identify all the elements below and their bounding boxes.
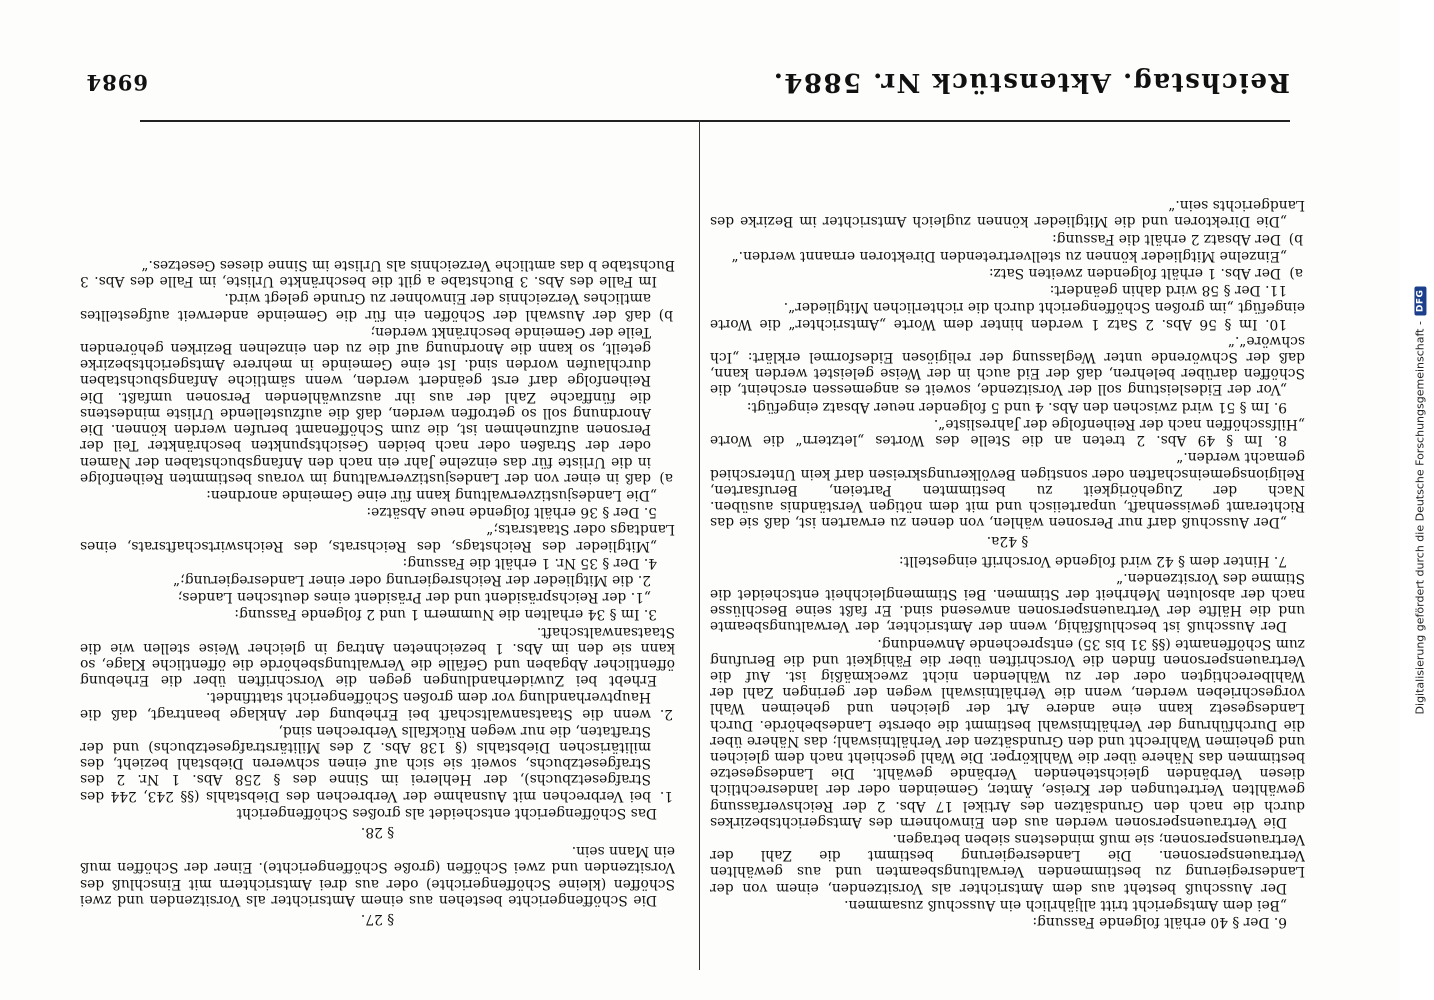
section-heading-28: § 28. <box>360 823 395 840</box>
item-6-paragraph-2: Der Ausschuß besteht aus dem Amtsrichter als Vorsitzenden, einem von der Landesregierung zu bestimmenden Verwaltungsbeamten und aus gewählten Vertrauenspersonen. Die Landesregierung bestimmt die Zahl der Vertrauenspersonen; sie muß mindestens sieben betragen. <box>710 830 1305 896</box>
section-28-paragraph: Erhebt bei Zuwiderhandlungen gegen die Vorschriften über die Erhebung öffentlicher Abgaben und Gefälle die Verwaltungsbehörde die öffentliche Klage, so kann sie den im Abs. 1 bezeichneten Antrag in gleicher Weise stellen wie die Staatsanwaltschaft. <box>80 623 675 689</box>
item-9-text: „Vor der Eidesleistung soll der Vorsitzende, soweit es angemessen erscheint, die Schöffen darüber belehren, daß der Eid auch in der Weise geleistet werden kann, daß der Schwörende unter Weglassung der religiösen Eidesformel erklärt: „Ich schwöre“.“ <box>710 332 1305 398</box>
section-heading-42a: § 42a. <box>986 533 1029 550</box>
section-28-intro: Das Schöffengericht entscheidet als großes Schöffengericht <box>236 804 657 821</box>
credit-text: Digitalisierung gefördert durch die Deutsche Forschungsgemeinschaft - <box>1413 320 1426 714</box>
page-number: 6984 <box>85 70 148 95</box>
page-header-title: Reichstag. Aktenstück Nr. 5884. <box>772 67 1290 97</box>
item-3-intro: 3. Im § 34 erhalten die Nummern 1 und 2 folgende Fassung: <box>234 606 657 623</box>
item-6-paragraph-1: „Bei dem Amtsgericht tritt alljährlich ein Ausschuß zusammen. <box>844 896 1287 913</box>
digitization-credit <box>1405 0 1434 1000</box>
item-11-a-quote: „Einzelne Mitglieder können zu stellvertretenden Direktoren ernannt werden.“ <box>731 247 1287 264</box>
item-9-intro: 9. Im § 51 wird zwischen den Abs. 4 und 5 folgender neuer Absatz eingefügt: <box>746 398 1287 415</box>
item-5-b: b) daß der Auswahl der Schöffen ein für die Gemeinde anderweit aufgestelltes amtliches Verzeichnis der Einwohner zu Grunde gelegt wird. <box>80 290 673 323</box>
item-4-intro: 4. Der § 35 Nr. 1 erhält die Fassung: <box>402 554 657 571</box>
item-3-quote-1: „1. der Reichspräsident und der Präsident eines deutschen Landes; <box>177 589 651 606</box>
item-3-quote-2: 2. die Mitglieder der Reichsregierung oder einer Landesregierung;“ <box>173 571 651 588</box>
item-11-b-quote: „Die Direktoren und die Mitglieder können zugleich Amtsrichter im Bezirke des Landgerichts sein.“ <box>710 197 1305 230</box>
section-28-item-1: 1. bei Verbrechen mit Ausnahme der Verbrechen des Diebstahls (§§ 243, 244 des Strafgesetzbuchs), der Hehlerei im Sinne des § 258 Abs. 1 Nr. 2 des Strafgesetzbuchs, soweit sie sich auf einen schweren Diebstahl bezieht, des militärischen Diebstahls (§ 138 Abs. 2 des Militärstrafgesetzbuchs) und der Straftaten, die nur wegen Rückfalls Verbrechen sind, <box>80 722 673 804</box>
item-6-paragraph-4: Der Ausschuß ist beschlußfähig, wenn der Amtsrichter, der Verwaltungsbeamte und die Hälfte der Vertrauenspersonen anwesend sind. Er faßt seine Beschlüsse nach der absoluten Mehrheit der Stimmen. Bei Stimmengleichheit entscheidet die Stimme des Vorsitzenden.“ <box>710 569 1305 635</box>
item-6-paragraph-3: Die Vertrauenspersonen werden aus den Einwohnern des Amtsgerichtsbezirkes durch die nach den Grundsätzen des Artikel 17 Abs. 2 der Reichsverfassung gewählten Vertretungen der Kreise, Ämter, Gemeinden oder der landesrechtlich diesen Verbänden gleichstehenden Verbände gewählt. Die Landesgesetze bestimmen das Nähere über die Wahlkörper. Die Wahl geschieht nach dem gleichen und geheimen Wahlrecht und den Grundsätzen der Verhältniswahl; das Nähere über die Durchführung der Verhältniswahl bestimmt die oberste Landesbehörde. Durch Landesgesetz kann eine andere Art der gleichen und geheimen Wahl vorgeschrieben werden, wenn die Verhältniswahl wegen der geringen Zahl der Wahlberechtigten oder der zu Wählenden nicht zweckmäßig ist. Auf die Vertrauenspersonen finden die Vorschriften über die Fähigkeit und die Berufung zum Schöffenamte (§§ 31 bis 35) entsprechende Anwendung. <box>710 635 1305 830</box>
item-5-end: Im Falle des Abs. 3 Buchstabe a gilt die beschränkte Urliste, im Falle des Abs. 3 Buchstabe b das amtliche Verzeichnis als Urliste im Sinne dieses Gesetzes.“ <box>80 257 675 290</box>
section-42a-text: „Der Ausschuß darf nur Personen wählen, von denen zu erwarten ist, daß sie das Richteramt gewissenhaft, unparteiisch und mit dem nötigen Verständnis ausüben. Nach der Zugehörigkeit zu bestimmten Parteien, Berufsarten, Religionsgemeinschaften oder sonstigen Bevölkerungskreisen darf kein Unterschied gemacht werden.“ <box>710 449 1305 531</box>
section-heading-27: § 27. <box>360 911 395 927</box>
right-column <box>710 125 1305 930</box>
header-rule <box>140 120 1290 122</box>
section-28-item-2: 2. wenn die Staatsanwaltschaft bei Erhebung der Anklage beantragt, daß die Hauptverhandlung vor dem großen Schöffengericht stattfindet. <box>80 689 673 722</box>
item-11-a: a) Der Abs. 1 erhält folgenden zweiten Satz: <box>989 265 1303 282</box>
item-4-text: „Mitglieder des Reichstags, des Reichsrats, des Reichswirtschaftsrats, eines Landtags oder Staatsrats;“ <box>80 521 675 554</box>
item-5-intro: 5. Der § 36 erhält folgende neue Absätze: <box>366 504 657 521</box>
item-11-b: b) Der Absatz 2 erhält die Fassung: <box>1052 230 1303 247</box>
item-10: 10. Im § 56 Abs. 2 Satz 1 werden hinter dem Worte „Amtsrichter“ die Worte eingefügt „im großen Schöffengericht durch die richterlichen Mitglieder“. <box>710 299 1305 332</box>
item-8: 8. Im § 49 Abs. 2 treten an die Stelle des Wortes „letztern“ die Worte „Hilfsschöffen nach der Reihenfolge der Jahresliste“. <box>710 415 1305 449</box>
section-27-text: Die Schöffengerichte bestehen aus einem Amtsrichter als Vorsitzenden und zwei Schöffen (kleine Schöffengerichte) oder aus drei Amtsrichtern mit Einschluß des Vorsitzenden und zwei Schöffen (große Schöffengerichte). Einer der Schöffen muß ein Mann sein. <box>80 843 675 908</box>
item-6-intro: 6. Der § 40 erhält folgende Fassung: <box>1032 914 1287 930</box>
column-divider <box>699 120 700 970</box>
left-column <box>80 125 675 930</box>
dfg-logo: DFG <box>1414 286 1426 315</box>
item-5-a: a) daß in einer von der Landesjustizverwaltung im voraus bestimmten Reihenfolge in die Urliste für das einzelne Jahr ein nach den Anfangsbuchstaben der Namen oder der Straßen oder nach beiden Gesichtspunkten beschränkter Teil der Personen aufzunehmen ist, die zum Schöffenamt berufen werden können. Die Anordnung soll so getroffen werden, daß die aufzustellende Urliste mindestens die fünffache Zahl der aus ihr auszuwählenden Personen umfaßt. Die Reihenfolge darf erst geändert werden, wenn sämtliche Anfangsbuchstaben durchlaufen worden sind. Ist eine Gemeinde in mehrere Amtsgerichtsbezirke geteilt, so kann die Anordnung auf die zu den einzelnen Bezirken gehörenden Teile der Gemeinde beschränkt werden; <box>80 323 673 486</box>
item-7-intro: 7. Hinter dem § 42 wird folgende Vorschrift eingestellt: <box>899 552 1287 569</box>
item-5-quote: „Die Landesjustizverwaltung kann für eine Gemeinde anordnen: <box>206 486 657 503</box>
item-11-intro: 11. Der § 58 wird dahin geändert: <box>1049 282 1287 299</box>
